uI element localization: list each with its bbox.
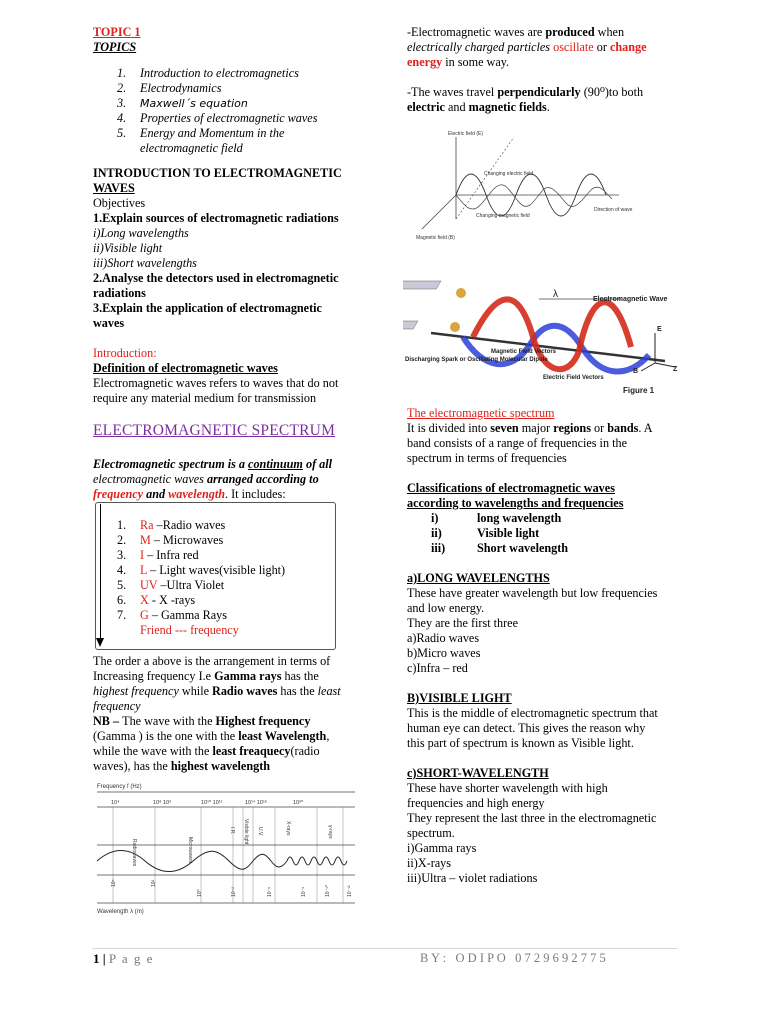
mnemonic: Friend --- frequency xyxy=(140,623,239,637)
svg-text:Changing electric field: Changing electric field xyxy=(484,171,534,177)
svg-text:U.V.: U.V. xyxy=(257,827,263,837)
svg-text:10¹⁴ 10¹⁶: 10¹⁴ 10¹⁶ xyxy=(245,800,268,806)
order-paragraph: The order a above is the arrangement in terms of Increasing frequency I.e Gamma rays has the highest frequency while Radio waves has the least frequency NB – The wave with the Highest frequency (Gamma ) is the one with the least Wavelength, while the wave with the least freaquecy(radio waves), has the highest wavelength xyxy=(93,654,341,773)
svg-text:Magnetic field (B): Magnetic field (B) xyxy=(416,235,455,241)
figure-caption: Figure 1 xyxy=(623,386,655,395)
svg-text:10⁻⁶: 10⁻⁶ xyxy=(267,886,273,897)
svg-text:10²⁰: 10²⁰ xyxy=(293,800,304,806)
objective-1-i: i)Long wavelengths xyxy=(93,226,189,240)
freq-axis-label: Frequency f (Hz) xyxy=(97,784,142,790)
svg-text:Magnetic Field Vectors: Magnetic Field Vectors xyxy=(491,349,557,355)
svg-text:Discharging Spark or Oscillati: Discharging Spark or Oscillating Molecular Dipole xyxy=(405,357,548,363)
svg-text:Changing magnetic field: Changing magnetic field xyxy=(476,213,530,219)
svg-text:10⁻²: 10⁻² xyxy=(231,887,237,897)
list-item: 4. L – Light waves(visible light) xyxy=(117,563,286,577)
definition-text-cont: require any material medium for transmission xyxy=(93,391,317,405)
svg-text:Visible light: Visible light xyxy=(243,819,249,845)
topic-item: 2. Electrodynamics xyxy=(117,81,222,95)
svg-text:γ-rays: γ-rays xyxy=(327,825,333,839)
list-item: 2. M – Microwaves xyxy=(117,533,224,547)
em-wave-sketch xyxy=(414,127,634,255)
classification-heading: Classifications of electromagnetic waves xyxy=(407,481,615,495)
em-wave-figure xyxy=(403,267,681,403)
objective-1-ii: ii)Visible light xyxy=(93,241,163,255)
svg-text:10⁸ 10⁹: 10⁸ 10⁹ xyxy=(153,800,172,806)
svg-text:10⁴: 10⁴ xyxy=(111,800,120,806)
svg-text:Direction of wave: Direction of wave xyxy=(594,207,633,213)
spectrum-figure xyxy=(93,779,361,917)
svg-text:10⁴: 10⁴ xyxy=(111,879,117,887)
intro-section xyxy=(93,166,368,406)
topic-item: 1. Introduction to electromagnetics xyxy=(117,66,299,80)
svg-text:Electric Field Vectors: Electric Field Vectors xyxy=(543,375,604,381)
list-item: ii) Visible light xyxy=(431,526,540,540)
arrow-head-icon xyxy=(96,638,104,647)
topic-label: TOPIC 1 xyxy=(93,25,141,39)
introduction-label: Introduction: xyxy=(93,346,157,360)
page-footer xyxy=(92,948,678,949)
topics-heading: TOPICS xyxy=(93,40,137,54)
svg-text:Electric field (E): Electric field (E) xyxy=(448,131,484,137)
svg-text:10⁻¹²: 10⁻¹² xyxy=(347,885,353,897)
author-credit: B Y : O D I P O 0 7 2 9 6 9 2 7 7 5 xyxy=(420,951,606,965)
svg-text:Microwaves: Microwaves xyxy=(187,837,193,864)
list-item: 3. I – Infra red xyxy=(117,548,199,562)
spectrum-heading: ELECTROMAGNETIC SPECTRUM xyxy=(93,422,336,439)
topic-item: 5. Energy and Momentum in the xyxy=(117,126,285,140)
topics-list xyxy=(93,66,368,156)
right-column-top: -Electromagnetic waves are produced when electrically charged particles oscillate or change energy in some way. -The waves travel perpendicularly (90⁰)to both electric and magnetic fields. xyxy=(407,25,647,114)
continuum-paragraph: Electromagnetic spectrum is a continuum of all electromagnetic waves arranged according to frequency and wavelength. It includes: xyxy=(93,457,333,501)
right-column-bottom: The electromagnetic spectrum It is divided into seven major regions or bands. A band consists of a range of frequencies in the spectrum in terms of frequencies Classifications of electromagnetic waves according to wavelengths and frequencies i) long wavelength ii) Visible light iii) Short wavelength a)LONG WAVELENGTHS These have greater wavelength but low frequencies and low energy. They are the first three a)Radio waves b)Micro waves c)Infra – red B)VISIBLE LIGHT This is the middle of electromagnetic spectrum that human eye can detect. This gives the reason why this part of spectrum is known as Visible light. c)SHORT-WAVELENGTH These have shorter wavelength with high frequencies and high energy They represent the last three in the electromagnetic spectrum. i)Gamma rays ii)X-rays iii)Ultra – violet radiations xyxy=(407,406,707,886)
svg-text:10¹⁰ 10¹¹: 10¹⁰ 10¹¹ xyxy=(201,800,223,806)
svg-text:E: E xyxy=(657,326,662,333)
svg-text:10⁰: 10⁰ xyxy=(197,889,203,897)
intro-heading-cont: WAVES xyxy=(93,181,135,195)
lambda-symbol: λ xyxy=(553,289,558,300)
short-wavelength-heading: c)SHORT-WAVELENGTH xyxy=(407,766,549,780)
objective-2-cont: radiations xyxy=(93,286,146,300)
list-item: 7. G – Gamma Rays xyxy=(117,608,228,622)
topic-item: 4. Properties of electromagnetic waves xyxy=(117,111,318,125)
svg-text:Radiowaves: Radiowaves xyxy=(131,839,137,867)
svg-text:10⁻¹⁰: 10⁻¹⁰ xyxy=(325,885,331,897)
svg-text:10⁻⁸: 10⁻⁸ xyxy=(301,886,307,897)
visible-light-heading: B)VISIBLE LIGHT xyxy=(407,691,512,705)
svg-text:I.R.: I.R. xyxy=(229,827,235,835)
definition-heading: Definition of electromagnetic waves xyxy=(93,361,278,375)
objective-2: 2.Analyse the detectors used in electromagnetic xyxy=(93,271,339,285)
svg-text:Electromagnetic Wave: Electromagnetic Wave xyxy=(593,296,668,303)
definition-text: Electromagnetic waves refers to waves that do not xyxy=(93,376,339,390)
svg-text:X-rays: X-rays xyxy=(285,821,291,836)
spectrum-subheading: The electromagnetic spectrum xyxy=(407,406,555,420)
svg-text:Z: Z xyxy=(673,366,678,373)
list-item: 5. UV –Ultra Violet xyxy=(117,578,225,592)
list-item: i) long wavelength xyxy=(431,511,562,525)
page-number: 1 | P a g e xyxy=(93,951,154,966)
topic-item: electromagnetic field xyxy=(140,141,243,155)
long-wavelength-heading: a)LONG WAVELENGTHS xyxy=(407,571,550,585)
list-item: 6. X - X -rays xyxy=(117,593,196,607)
objective-3-cont: waves xyxy=(93,316,125,330)
svg-text:10²: 10² xyxy=(151,879,157,887)
intro-heading: INTRODUCTION TO ELECTROMAGNETIC xyxy=(93,166,342,180)
objective-1: 1.Explain sources of electromagnetic radiations xyxy=(93,211,339,225)
topic-item: 3. Maxwell´s equation xyxy=(117,96,248,110)
svg-text:B: B xyxy=(633,368,639,375)
spectrum-list xyxy=(93,518,333,638)
objective-1-iii: iii)Short wavelengths xyxy=(93,256,197,270)
list-item: iii) Short wavelength xyxy=(431,541,569,555)
list-item: 1. Ra –Radio waves xyxy=(117,518,226,532)
objectives-label: Objectives xyxy=(93,196,146,210)
wavelength-axis-label: Wavelength λ (m) xyxy=(97,909,144,915)
objective-3: 3.Explain the application of electromagnetic xyxy=(93,301,322,315)
left-column xyxy=(93,25,368,156)
